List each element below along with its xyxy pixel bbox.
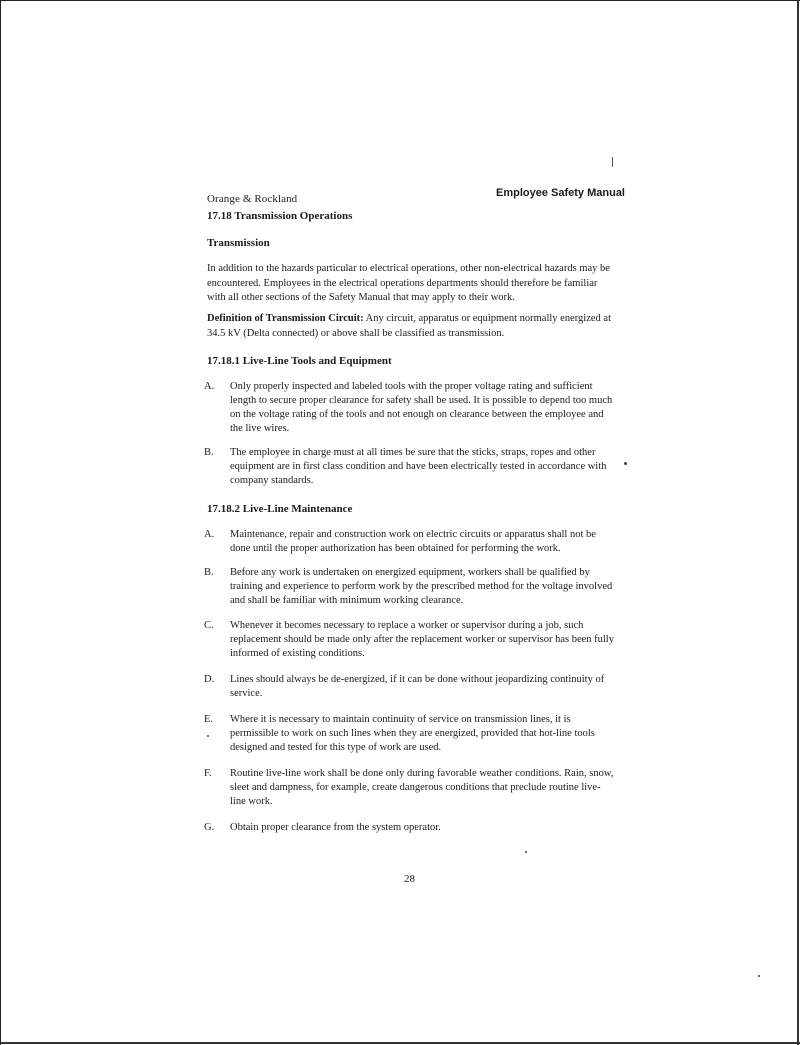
list-item-letter: D. [204, 674, 215, 685]
subsection-title: Transmission [207, 237, 270, 249]
list-item-letter: B. [204, 447, 214, 458]
list-item [204, 713, 614, 755]
definition-paragraph [207, 312, 612, 341]
intro-paragraph: In addition to the hazards particular to electrical operations, other non-electrical hazards may be encountered. Employees in the electrical operations departments should therefore be familiar with all other sections of the Safety Manual that may apply to their work. [207, 263, 610, 303]
section-1-heading: 17.18.1 Live-Line Tools and Equipment [207, 355, 392, 367]
list-item-text: The employee in charge must at all times be sure that the sticks, straps, ropes and other equipment are in first class condition and have been electrically tested in accordance with company standards. [230, 447, 607, 486]
list-item [204, 446, 614, 488]
scan-speck [624, 462, 627, 465]
list-item-text: Routine live-line work shall be done only during favorable weather conditions. Rain, snow, sleet and dampness, for example, create dangerous conditions that preclude routine live-line work. [230, 768, 614, 807]
scan-speck [612, 157, 613, 167]
list-item-letter: A. [204, 529, 215, 540]
list-item-letter: C. [204, 620, 214, 631]
list-item-text: Before any work is undertaken on energized equipment, workers shall be qualified by training and experience to perform work by the prescribed method for the voltage involved and shall be familiar with minimum working clearance. [230, 567, 613, 606]
list-item-letter: G. [204, 822, 215, 833]
section-title: 17.18 Transmission Operations [207, 210, 353, 222]
list-item-text: Whenever it becomes necessary to replace a worker or supervisor during a job, such replacement should be made only after the replacement worker or supervisor has been fully informed of existing conditions. [230, 620, 614, 659]
definition-text: Any circuit, apparatus or equipment normally energized at 34.5 kV (Delta connected) or above shall be classified as transmission. [207, 313, 611, 339]
section-2-heading: 17.18.2 Live-Line Maintenance [207, 503, 353, 515]
scan-border-bottom [0, 1042, 800, 1044]
page-number: 28 [404, 873, 415, 885]
list-item [204, 528, 614, 556]
list-item-letter: F. [204, 768, 212, 779]
list-item-text: Maintenance, repair and construction work on electric circuits or apparatus shall not be done until the proper authorization has been obtained for performing the work. [230, 529, 596, 554]
list-item-text: Where it is necessary to maintain continuity of service on transmission lines, it is permissible to work on such lines when they are energized, provided that hot-line tools designed and tested for this type of work are used. [230, 714, 595, 753]
definition-term: Definition of Transmission Circuit: [207, 313, 364, 324]
list-item [204, 566, 614, 608]
scan-speck [525, 851, 527, 853]
list-item [204, 821, 614, 835]
list-item-text: Only properly inspected and labeled tools with the proper voltage rating and sufficient length to secure proper clearance for safety shall be used. It is possible to depend too much on the voltage rating of the tools and not enough on clearance between the employee and the live wires. [230, 381, 613, 434]
list-item [204, 619, 614, 661]
list-item-letter: A. [204, 381, 215, 392]
scan-border-left [0, 0, 1, 1045]
header-manual-title: Employee Safety Manual [496, 187, 625, 199]
header-company: Orange & Rockland [207, 193, 298, 205]
list-item [204, 767, 614, 809]
scan-border-right [797, 0, 799, 1045]
list-item [204, 380, 614, 436]
list-item-letter: E. [204, 714, 214, 725]
list-item-letter: B. [204, 567, 214, 578]
list-item [204, 673, 614, 701]
scan-border-top [0, 0, 800, 1]
list-item-text: Obtain proper clearance from the system operator. [230, 822, 441, 833]
list-item-text: Lines should always be de-energized, if it can be done without jeopardizing continuity of service. [230, 674, 605, 699]
scan-speck [758, 975, 760, 977]
